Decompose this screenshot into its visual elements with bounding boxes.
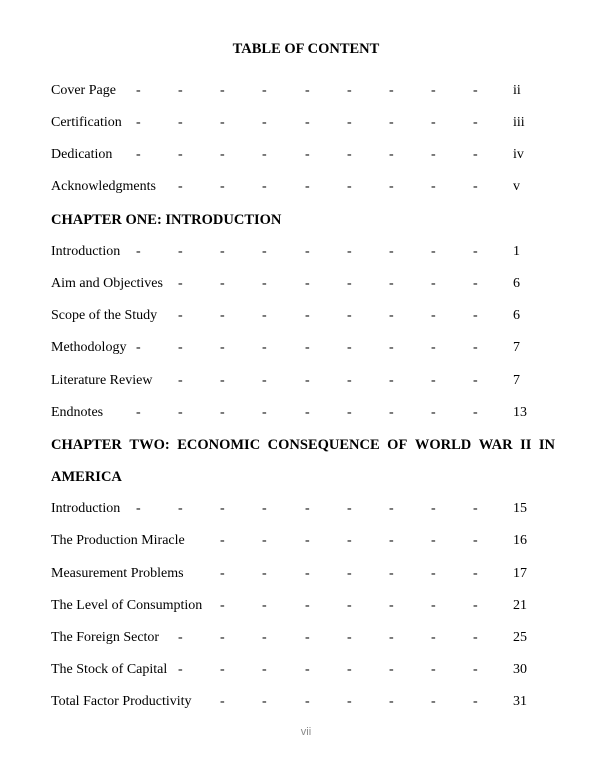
toc-entry-page: 1 xyxy=(513,244,520,259)
page-number-footer: vii xyxy=(300,726,312,738)
toc-leader-dash: - xyxy=(305,244,310,259)
toc-leader-dash: - xyxy=(389,566,394,581)
toc-leader-dash: - xyxy=(220,598,225,613)
toc-leader-dash: - xyxy=(431,276,436,291)
toc-leader-dash: - xyxy=(305,276,310,291)
toc-leader-dash: - xyxy=(178,244,183,259)
toc-leader-dash: - xyxy=(305,83,310,98)
toc-entry xyxy=(0,274,612,294)
toc-leader-dash: - xyxy=(473,501,478,516)
toc-entry-page: 25 xyxy=(513,630,527,645)
toc-entry-page: 31 xyxy=(513,694,527,709)
toc-leader-dash: - xyxy=(305,308,310,323)
toc-leader-dash: - xyxy=(347,276,352,291)
chapter-heading-word: ECONOMIC xyxy=(177,437,261,453)
toc-leader-dash: - xyxy=(220,662,225,677)
toc-leader-dash: - xyxy=(305,373,310,388)
chapter-heading-word: TWO: xyxy=(129,437,170,453)
toc-leader-dash: - xyxy=(220,244,225,259)
toc-entry xyxy=(0,499,612,519)
toc-entry xyxy=(0,145,612,165)
toc-leader-dash: - xyxy=(262,405,267,420)
toc-leader-dash: - xyxy=(389,179,394,194)
toc-leader-dash: - xyxy=(389,115,394,130)
toc-leader-dash: - xyxy=(431,115,436,130)
toc-leader-dash: - xyxy=(431,501,436,516)
chapter-heading-word: IN xyxy=(538,437,555,453)
toc-leader-dash: - xyxy=(220,630,225,645)
toc-leader-dash: - xyxy=(431,662,436,677)
toc-entry-page: 6 xyxy=(513,308,520,323)
chapter-heading-word: II xyxy=(520,437,532,453)
toc-leader-dash: - xyxy=(389,694,394,709)
toc-leader-dash: - xyxy=(431,566,436,581)
toc-leader-dash: - xyxy=(389,340,394,355)
toc-entry-label: Certification xyxy=(51,115,122,130)
toc-leader-dash: - xyxy=(220,147,225,162)
toc-leader-dash: - xyxy=(431,373,436,388)
toc-leader-dash: - xyxy=(262,179,267,194)
toc-entry-label: Scope of the Study xyxy=(51,308,158,323)
toc-leader-dash: - xyxy=(262,662,267,677)
toc-leader-dash: - xyxy=(473,405,478,420)
toc-leader-dash: - xyxy=(347,566,352,581)
toc-leader-dash: - xyxy=(473,179,478,194)
toc-entry xyxy=(0,338,612,358)
toc-leader-dash: - xyxy=(431,244,436,259)
toc-entry-page: 16 xyxy=(513,533,527,548)
toc-leader-dash: - xyxy=(389,405,394,420)
toc-leader-dash: - xyxy=(389,276,394,291)
toc-leader-dash: - xyxy=(347,662,352,677)
toc-entry xyxy=(0,628,612,648)
toc-entry-label: Dedication xyxy=(51,147,113,162)
toc-leader-dash: - xyxy=(473,694,478,709)
toc-leader-dash: - xyxy=(178,308,183,323)
toc-entry xyxy=(0,564,612,584)
toc-entry-label: Total Factor Productivity xyxy=(51,694,192,709)
toc-leader-dash: - xyxy=(431,405,436,420)
toc-entry xyxy=(0,692,612,712)
toc-entry xyxy=(0,242,612,262)
toc-leader-dash: - xyxy=(220,115,225,130)
toc-leader-dash: - xyxy=(347,244,352,259)
toc-leader-dash: - xyxy=(305,147,310,162)
toc-leader-dash: - xyxy=(220,276,225,291)
toc-leader-dash: - xyxy=(347,83,352,98)
toc-entry-label: Measurement Problems xyxy=(51,566,184,581)
toc-entry xyxy=(0,596,612,616)
toc-leader-dash: - xyxy=(389,630,394,645)
toc-leader-dash: - xyxy=(178,83,183,98)
toc-leader-dash: - xyxy=(136,147,141,162)
toc-leader-dash: - xyxy=(220,405,225,420)
toc-leader-dash: - xyxy=(262,598,267,613)
toc-leader-dash: - xyxy=(347,533,352,548)
toc-leader-dash: - xyxy=(473,566,478,581)
toc-leader-dash: - xyxy=(347,630,352,645)
toc-leader-dash: - xyxy=(305,566,310,581)
toc-leader-dash: - xyxy=(262,276,267,291)
toc-leader-dash: - xyxy=(178,276,183,291)
toc-leader-dash: - xyxy=(305,662,310,677)
toc-entry-label: The Stock of Capital xyxy=(51,662,168,677)
toc-leader-dash: - xyxy=(178,405,183,420)
toc-leader-dash: - xyxy=(220,179,225,194)
toc-leader-dash: - xyxy=(473,598,478,613)
toc-leader-dash: - xyxy=(220,308,225,323)
toc-leader-dash: - xyxy=(305,598,310,613)
toc-leader-dash: - xyxy=(178,179,183,194)
toc-leader-dash: - xyxy=(136,244,141,259)
toc-entry xyxy=(0,81,612,101)
toc-entry-label: Literature Review xyxy=(51,373,153,388)
chapter-heading-word: CONSEQUENCE xyxy=(267,437,380,453)
toc-entry-page: 13 xyxy=(513,405,527,420)
toc-leader-dash: - xyxy=(431,147,436,162)
toc-leader-dash: - xyxy=(262,244,267,259)
toc-leader-dash: - xyxy=(389,501,394,516)
toc-leader-dash: - xyxy=(347,598,352,613)
toc-entry xyxy=(0,306,612,326)
toc-leader-dash: - xyxy=(305,405,310,420)
toc-entry-page: 15 xyxy=(513,501,527,516)
toc-entry xyxy=(0,403,612,423)
toc-leader-dash: - xyxy=(178,501,183,516)
toc-leader-dash: - xyxy=(178,147,183,162)
toc-leader-dash: - xyxy=(431,179,436,194)
toc-leader-dash: - xyxy=(305,340,310,355)
toc-leader-dash: - xyxy=(473,244,478,259)
toc-entry-page: 6 xyxy=(513,276,520,291)
toc-entry-label: Acknowledgments xyxy=(51,179,156,194)
chapter-heading-word: WORLD xyxy=(414,437,472,453)
toc-leader-dash: - xyxy=(431,340,436,355)
toc-leader-dash: - xyxy=(220,533,225,548)
chapter-heading: AMERICA xyxy=(51,469,122,485)
toc-leader-dash: - xyxy=(178,662,183,677)
toc-leader-dash: - xyxy=(262,115,267,130)
chapter-heading-line1 xyxy=(51,435,555,455)
toc-leader-dash: - xyxy=(305,179,310,194)
toc-leader-dash: - xyxy=(220,694,225,709)
toc-entry-label: Cover Page xyxy=(51,83,116,98)
toc-leader-dash: - xyxy=(262,630,267,645)
toc-leader-dash: - xyxy=(262,340,267,355)
toc-entry-page: 17 xyxy=(513,566,527,581)
toc-leader-dash: - xyxy=(220,373,225,388)
toc-leader-dash: - xyxy=(136,501,141,516)
toc-entry-page: v xyxy=(513,179,520,194)
toc-entry-page: iv xyxy=(513,147,524,162)
toc-leader-dash: - xyxy=(262,533,267,548)
chapter-heading-word: OF xyxy=(387,437,408,453)
toc-leader-dash: - xyxy=(431,533,436,548)
toc-leader-dash: - xyxy=(220,340,225,355)
toc-leader-dash: - xyxy=(136,340,141,355)
toc-leader-dash: - xyxy=(473,276,478,291)
chapter-heading: CHAPTER ONE: INTRODUCTION xyxy=(51,212,282,228)
toc-entry-page: 7 xyxy=(513,373,520,388)
toc-leader-dash: - xyxy=(220,83,225,98)
toc-leader-dash: - xyxy=(473,308,478,323)
toc-leader-dash: - xyxy=(347,115,352,130)
toc-entry-page: ii xyxy=(513,83,521,98)
toc-leader-dash: - xyxy=(431,630,436,645)
toc-entry-label: Introduction xyxy=(51,501,121,516)
toc-leader-dash: - xyxy=(262,566,267,581)
toc-leader-dash: - xyxy=(389,147,394,162)
toc-leader-dash: - xyxy=(347,694,352,709)
toc-leader-dash: - xyxy=(305,501,310,516)
toc-leader-dash: - xyxy=(262,147,267,162)
toc-leader-dash: - xyxy=(347,340,352,355)
toc-leader-dash: - xyxy=(389,662,394,677)
toc-leader-dash: - xyxy=(473,662,478,677)
toc-leader-dash: - xyxy=(136,83,141,98)
toc-leader-dash: - xyxy=(262,373,267,388)
toc-leader-dash: - xyxy=(220,501,225,516)
chapter-heading-word: WAR xyxy=(478,437,513,453)
toc-entry-label: Aim and Objectives xyxy=(51,276,163,291)
toc-leader-dash: - xyxy=(220,566,225,581)
toc-entry-label: The Level of Consumption xyxy=(51,598,203,613)
chapter-heading-word: CHAPTER xyxy=(51,437,122,453)
toc-leader-dash: - xyxy=(389,244,394,259)
toc-leader-dash: - xyxy=(347,373,352,388)
toc-leader-dash: - xyxy=(178,340,183,355)
toc-entry-label: Introduction xyxy=(51,244,121,259)
toc-entry-label: The Foreign Sector xyxy=(51,630,160,645)
toc-leader-dash: - xyxy=(347,308,352,323)
toc-title: TABLE OF CONTENT xyxy=(232,41,380,57)
toc-entry-label: Endnotes xyxy=(51,405,104,420)
toc-leader-dash: - xyxy=(178,630,183,645)
toc-leader-dash: - xyxy=(389,373,394,388)
toc-leader-dash: - xyxy=(473,373,478,388)
toc-entry-page: 30 xyxy=(513,662,527,677)
toc-entry xyxy=(0,177,612,197)
toc-leader-dash: - xyxy=(473,533,478,548)
toc-leader-dash: - xyxy=(305,115,310,130)
toc-leader-dash: - xyxy=(136,405,141,420)
toc-leader-dash: - xyxy=(473,147,478,162)
toc-leader-dash: - xyxy=(389,533,394,548)
toc-entry-page: 21 xyxy=(513,598,527,613)
toc-leader-dash: - xyxy=(473,630,478,645)
toc-leader-dash: - xyxy=(431,694,436,709)
toc-entry xyxy=(0,660,612,680)
toc-leader-dash: - xyxy=(178,373,183,388)
toc-leader-dash: - xyxy=(347,405,352,420)
toc-leader-dash: - xyxy=(431,308,436,323)
toc-entry xyxy=(0,531,612,551)
toc-leader-dash: - xyxy=(262,308,267,323)
toc-leader-dash: - xyxy=(389,308,394,323)
toc-leader-dash: - xyxy=(473,340,478,355)
toc-entry-page: 7 xyxy=(513,340,520,355)
toc-leader-dash: - xyxy=(347,179,352,194)
toc-leader-dash: - xyxy=(262,501,267,516)
toc-leader-dash: - xyxy=(347,147,352,162)
toc-leader-dash: - xyxy=(389,598,394,613)
toc-entry xyxy=(0,113,612,133)
toc-leader-dash: - xyxy=(305,533,310,548)
toc-entry-page: iii xyxy=(513,115,525,130)
toc-leader-dash: - xyxy=(431,598,436,613)
toc-entry-label: Methodology xyxy=(51,340,127,355)
toc-leader-dash: - xyxy=(136,115,141,130)
toc-leader-dash: - xyxy=(178,115,183,130)
toc-entry-label: The Production Miracle xyxy=(51,533,185,548)
toc-leader-dash: - xyxy=(305,694,310,709)
toc-leader-dash: - xyxy=(473,115,478,130)
toc-leader-dash: - xyxy=(473,83,478,98)
toc-leader-dash: - xyxy=(389,83,394,98)
toc-leader-dash: - xyxy=(262,83,267,98)
toc-leader-dash: - xyxy=(305,630,310,645)
toc-leader-dash: - xyxy=(347,501,352,516)
toc-leader-dash: - xyxy=(262,694,267,709)
toc-entry xyxy=(0,371,612,391)
toc-leader-dash: - xyxy=(431,83,436,98)
